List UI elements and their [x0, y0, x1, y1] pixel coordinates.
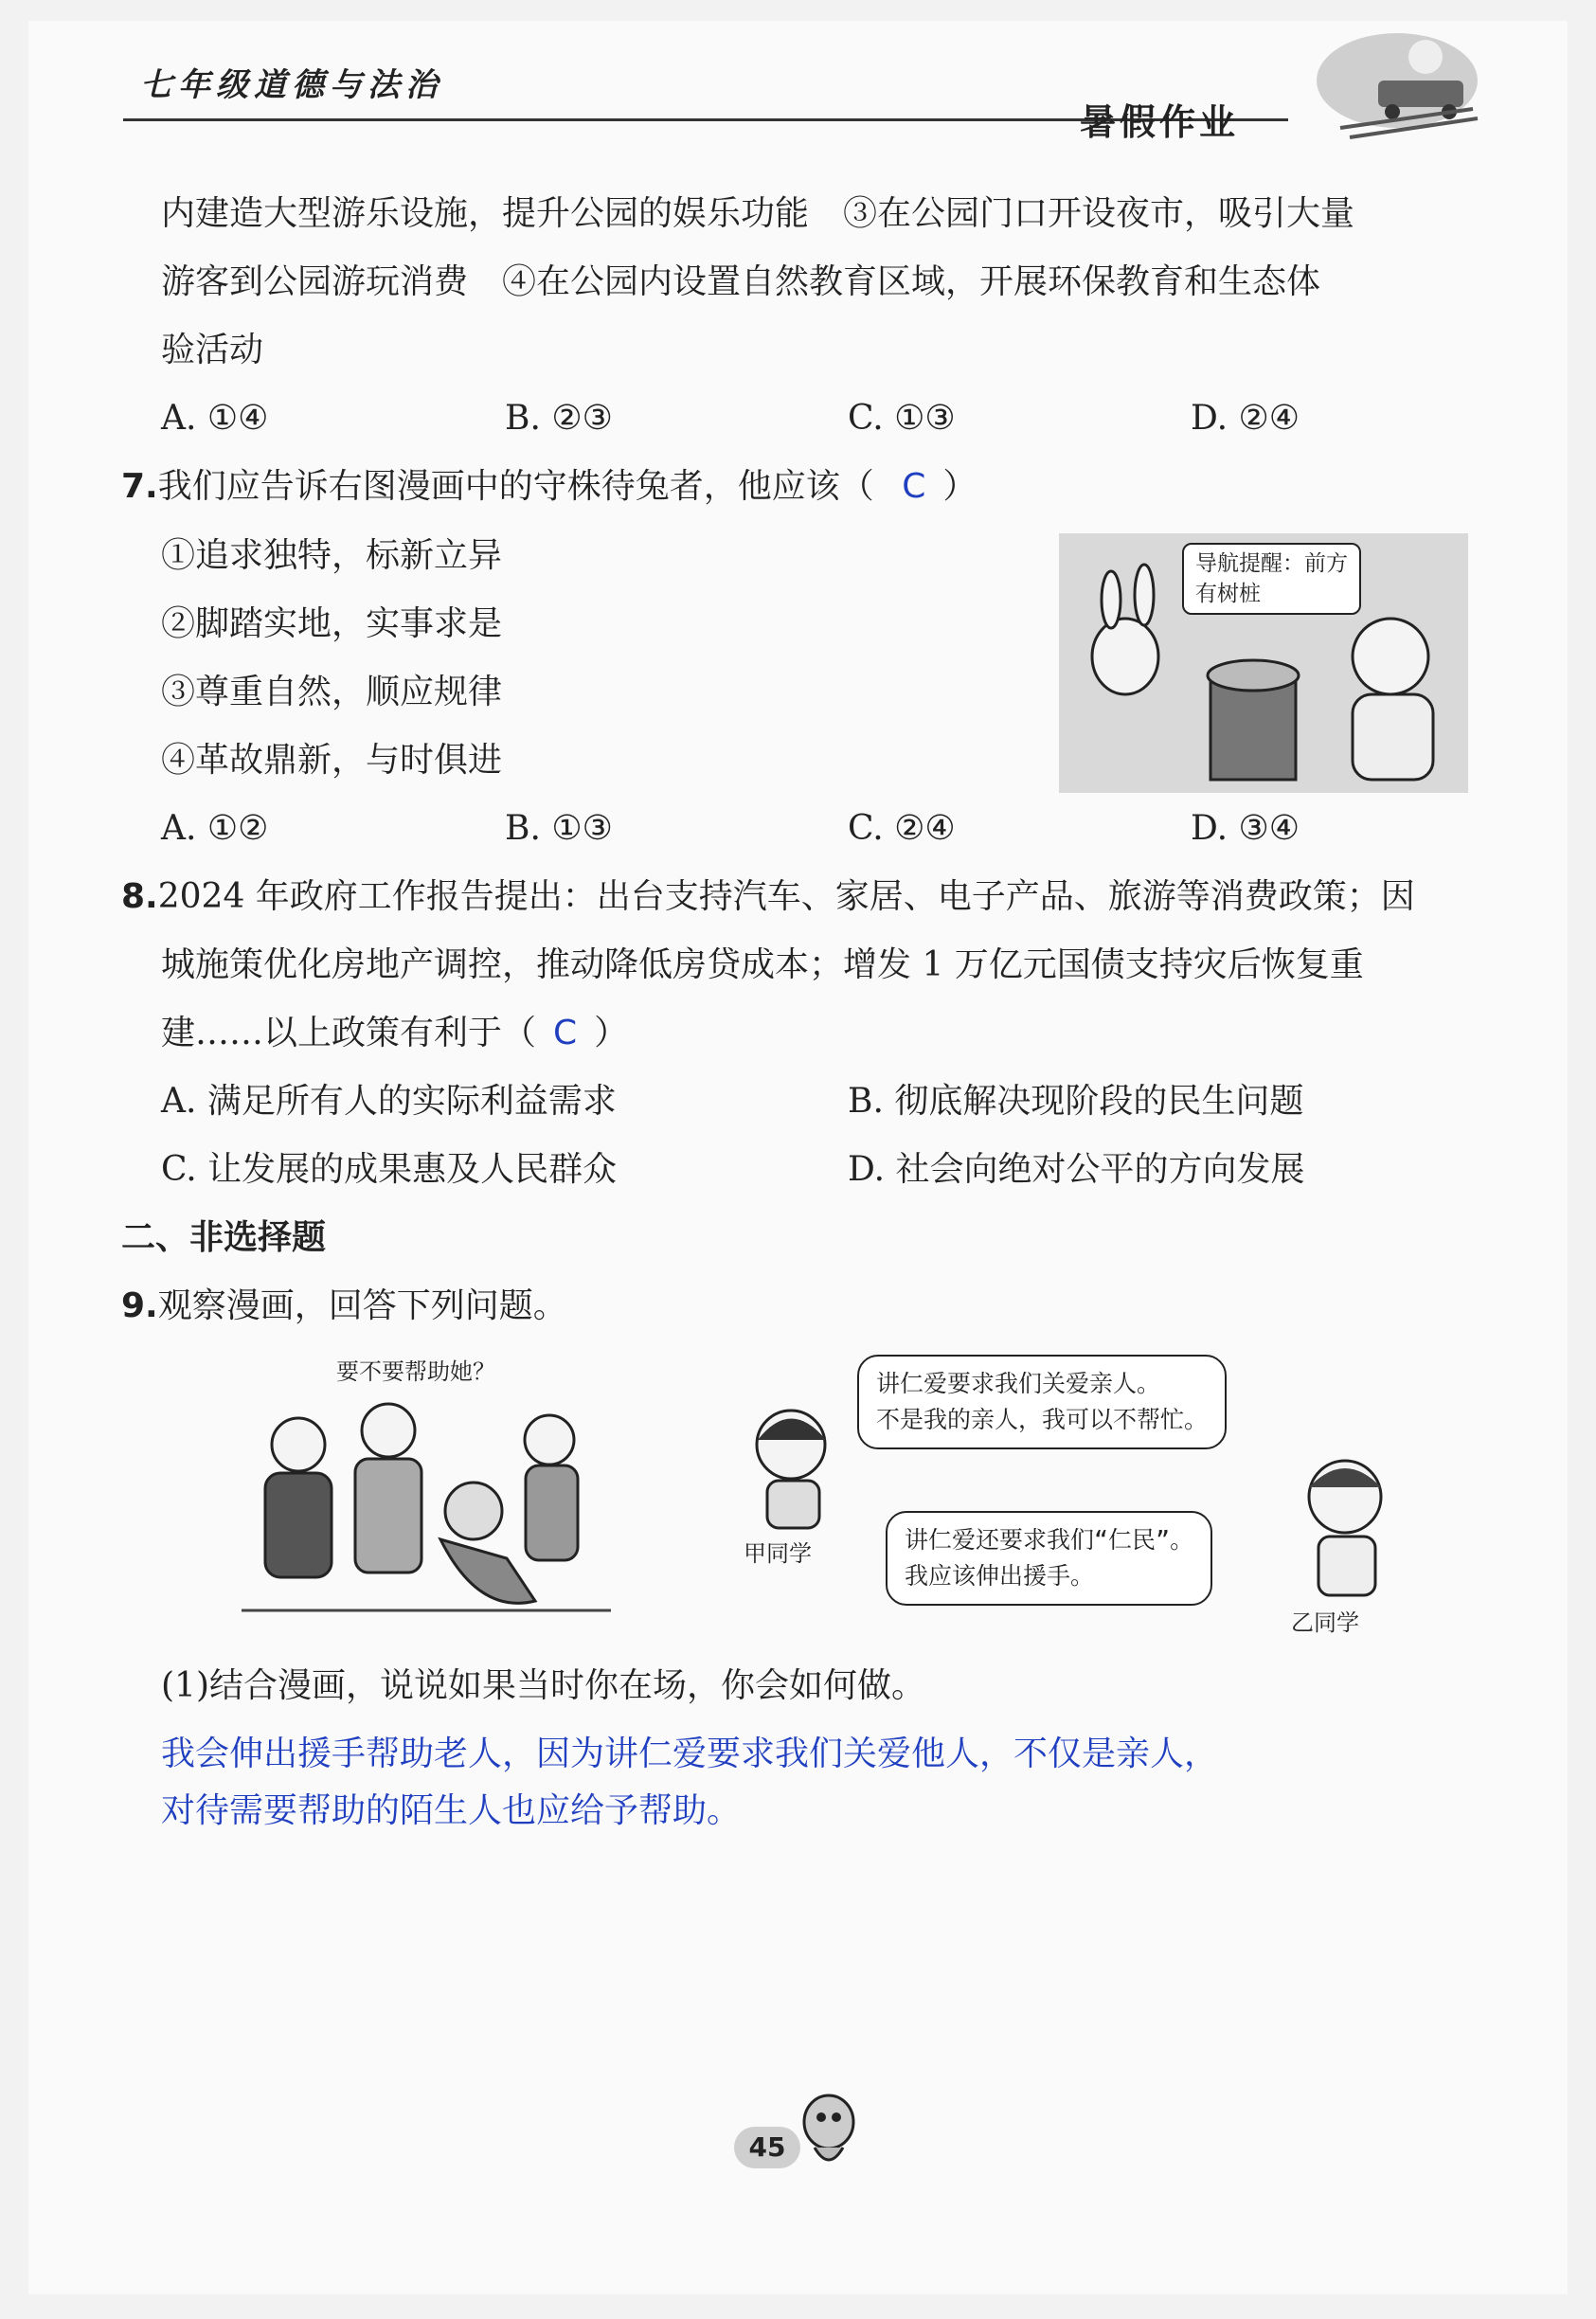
q8-line-2: 城施策优化房地产调控，推动降低房贷成本；增发 1 万亿元国债支持灾后恢复重	[161, 945, 1364, 984]
girl-student-icon	[739, 1397, 852, 1530]
book-title: 七年级道德与法治	[140, 66, 443, 104]
boy-student-icon	[1288, 1449, 1411, 1601]
q7-item-1: ①追求独特，标新立异	[161, 536, 503, 575]
q8-answer: C	[553, 1014, 578, 1052]
q7-item-4: ④革故鼎新，与时俱进	[161, 741, 503, 780]
q7-answer: C	[902, 467, 926, 506]
q9-number: 9.	[121, 1286, 158, 1325]
elderly-fallen-illustration-icon	[223, 1388, 630, 1625]
q9-left-comic-caption: 要不要帮助她？	[336, 1358, 495, 1385]
q8-number: 8.	[121, 877, 158, 916]
q6-line-3: 验活动	[161, 331, 264, 369]
q9-answer-line-1: 我会伸出援手帮助老人，因为讲仁爱要求我们关爱他人，不仅是亲人，	[161, 1735, 1219, 1773]
q8-line-3: 建……以上政策有利于（ C ）	[161, 1014, 629, 1052]
q9-sub-question-1: (1)结合漫画，说说如果当时你在场，你会如何做。	[161, 1666, 925, 1705]
q6-option-a: A. ①④	[161, 399, 269, 438]
q6-line-1: 内建造大型游乐设施，提升公园的娱乐功能 ③在公园门口开设夜市，吸引大量	[161, 194, 1355, 233]
q8-line-1: 8.2024 年政府工作报告提出：出台支持汽车、家居、电子产品、旅游等消费政策；因	[121, 877, 1415, 916]
series-label: 暑假作业	[1080, 101, 1240, 143]
q6-option-b: B. ②③	[505, 399, 613, 438]
header-train-illustration-icon	[1283, 28, 1482, 142]
page-number: 45	[734, 2127, 800, 2168]
q7-option-a: A. ①②	[161, 809, 269, 848]
q7-number: 7.	[121, 467, 158, 506]
q7-option-b: B. ①③	[505, 809, 613, 848]
q6-line-2: 游客到公园游玩消费 ④在公园内设置自然教育区域，开展环保教育和生态体	[161, 262, 1321, 301]
q7-item-3: ③尊重自然，顺应规律	[161, 673, 503, 711]
q9-answer-line-2: 对待需要帮助的陌生人也应给予帮助。	[161, 1791, 742, 1830]
q7-option-c: C. ②④	[848, 809, 956, 848]
q7-item-2: ②脚踏实地，实事求是	[161, 604, 503, 643]
q9-stem: 9.观察漫画，回答下列问题。	[121, 1286, 567, 1325]
label-jia: 甲同学	[744, 1540, 812, 1567]
q8-option-a: A. 满足所有人的实际利益需求	[161, 1082, 617, 1121]
q7-stem: 7.我们应告诉右图漫画中的守株待兔者，他应该（ C ）	[121, 467, 977, 506]
q8-option-b: B. 彻底解决现阶段的民生问题	[848, 1082, 1304, 1121]
mascot-icon	[796, 2089, 862, 2174]
q8-option-c: C. 让发展的成果惠及人民群众	[161, 1150, 618, 1189]
q9-bubble-jia: 讲仁爱要求我们关爱亲人。 不是我的亲人，我可以不帮忙。	[857, 1355, 1227, 1449]
q7-comic-image	[1059, 533, 1468, 793]
q9-bubble-yi: 讲仁爱还要求我们“仁民”。 我应该伸出援手。	[886, 1511, 1212, 1606]
label-yi: 乙同学	[1291, 1609, 1359, 1636]
q7-comic-bubble: 导航提醒：前方 有树桩	[1182, 543, 1361, 615]
q6-option-d: D. ②④	[1191, 399, 1300, 438]
q7-option-d: D. ③④	[1191, 809, 1300, 848]
section-title: 二、非选择题	[121, 1218, 327, 1257]
q8-option-d: D. 社会向绝对公平的方向发展	[848, 1150, 1305, 1189]
q6-option-c: C. ①③	[848, 399, 956, 438]
